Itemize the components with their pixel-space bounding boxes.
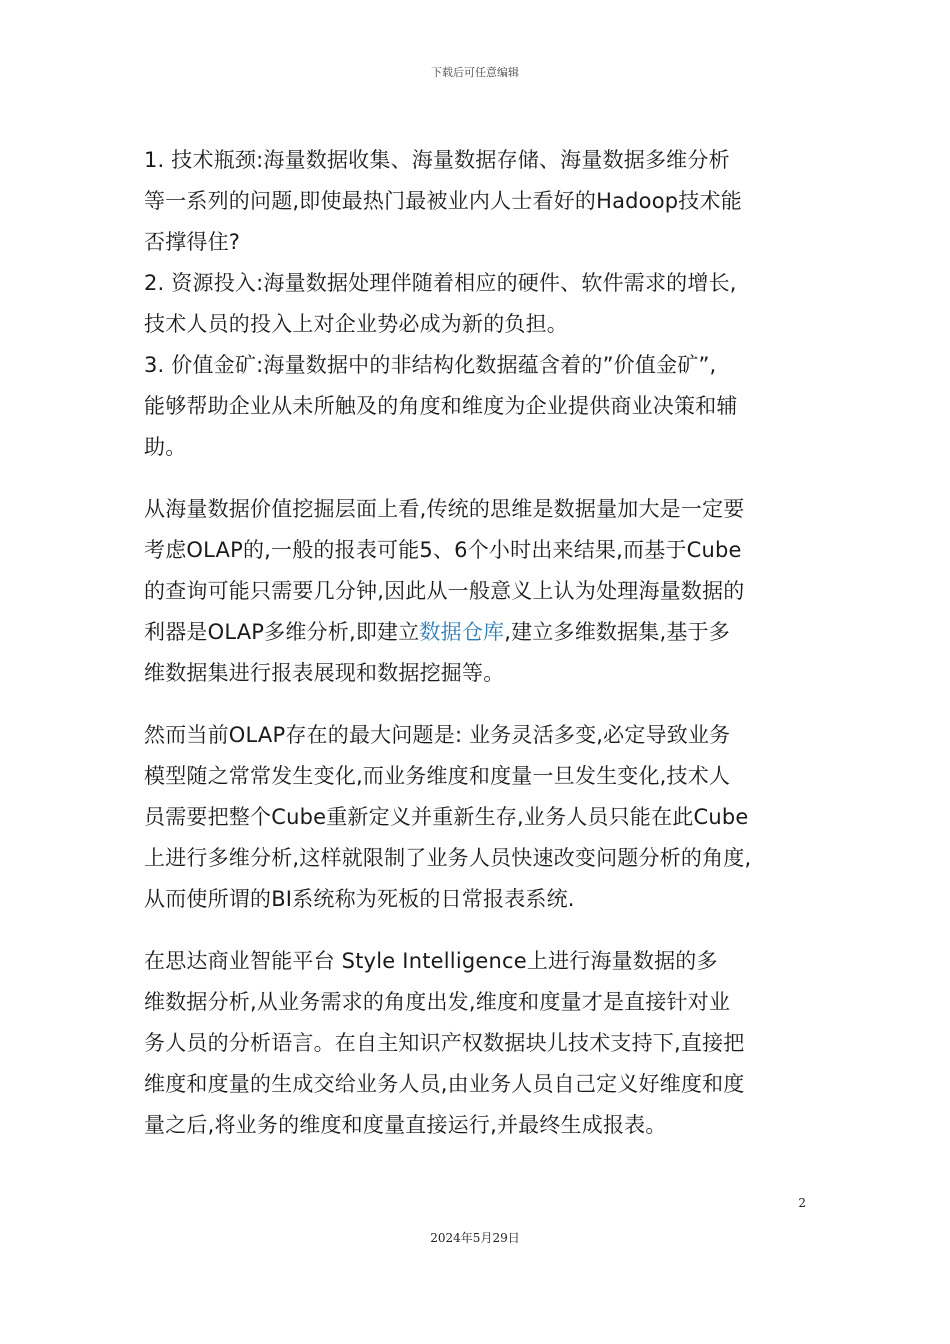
list-item-1: [144, 140, 820, 263]
text-line: 考虑OLAP的,一般的报表可能5、6个小时出来结果,而基于Cube: [144, 538, 742, 562]
text-line: 员需要把整个Cube重新定义并重新生存,业务人员只能在此Cube: [144, 805, 749, 829]
text-line: 等一系列的问题,即使最热门最被业内人士看好的Hadoop技术能: [144, 189, 742, 213]
data-warehouse-link[interactable]: 数据仓库: [419, 620, 505, 644]
text-line: 助。: [144, 435, 187, 459]
text-line: 3. 价值金矿:海量数据中的非结构化数据蕴含着的”价值金矿”,: [144, 353, 717, 377]
footer-date: 2024年5月29日: [430, 1231, 520, 1245]
text-line: 务人员的分析语言。在自主知识产权数据块儿技术支持下,直接把: [144, 1031, 745, 1055]
text-line: 维数据集进行报表展现和数据挖掘等。: [144, 661, 505, 685]
text-line: 量之后,将业务的维度和度量直接运行,并最终生成报表。: [144, 1113, 667, 1137]
text-line: 维数据分析,从业务需求的角度出发,维度和度量才是直接针对业: [144, 990, 731, 1014]
text-line: 从而使所谓的BI系统称为死板的日常报表系统.: [144, 887, 575, 911]
page-number: 2: [798, 1196, 806, 1210]
text-line: 否撑得住?: [144, 230, 241, 254]
text-line: 从海量数据价值挖掘层面上看,传统的思维是数据量加大是一定要: [144, 497, 745, 521]
text-line: 1. 技术瓶颈:海量数据收集、海量数据存储、海量数据多维分析: [144, 148, 730, 172]
text-line: 然而当前OLAP存在的最大问题是: 业务灵活多变,必定导致业务: [144, 723, 731, 747]
text-line: 的查询可能只需要几分钟,因此从一般意义上认为处理海量数据的: [144, 579, 745, 603]
paragraph-style-intelligence: [144, 941, 820, 1146]
document-body: [144, 140, 820, 1146]
paragraph-olap-problem: [144, 715, 820, 920]
text-line: 2. 资源投入:海量数据处理伴随着相应的硬件、软件需求的增长,: [144, 271, 737, 295]
text-line: 维度和度量的生成交给业务人员,由业务人员自己定义好维度和度: [144, 1072, 745, 1096]
list-item-2: [144, 263, 820, 345]
text-line: 技术人员的投入上对企业势必成为新的负担。: [144, 312, 568, 336]
list-item-3: [144, 345, 820, 468]
text-line: 能够帮助企业从未所触及的角度和维度为企业提供商业决策和辅: [144, 394, 738, 418]
text-line: [144, 612, 820, 653]
text-line: 上进行多维分析,这样就限制了业务人员快速改变问题分析的角度,: [144, 846, 752, 870]
page-header: 下载后可任意编辑: [431, 66, 519, 79]
text-line: 在思达商业智能平台 Style Intelligence上进行海量数据的多: [144, 949, 718, 973]
text-line: 模型随之常常发生变化,而业务维度和度量一旦发生变化,技术人: [144, 764, 731, 788]
paragraph-olap-value: [144, 489, 820, 694]
text-fragment: 利器是OLAP多维分析,即建立: [144, 620, 420, 644]
text-fragment: ,建立多维数据集,基于多: [504, 620, 730, 644]
